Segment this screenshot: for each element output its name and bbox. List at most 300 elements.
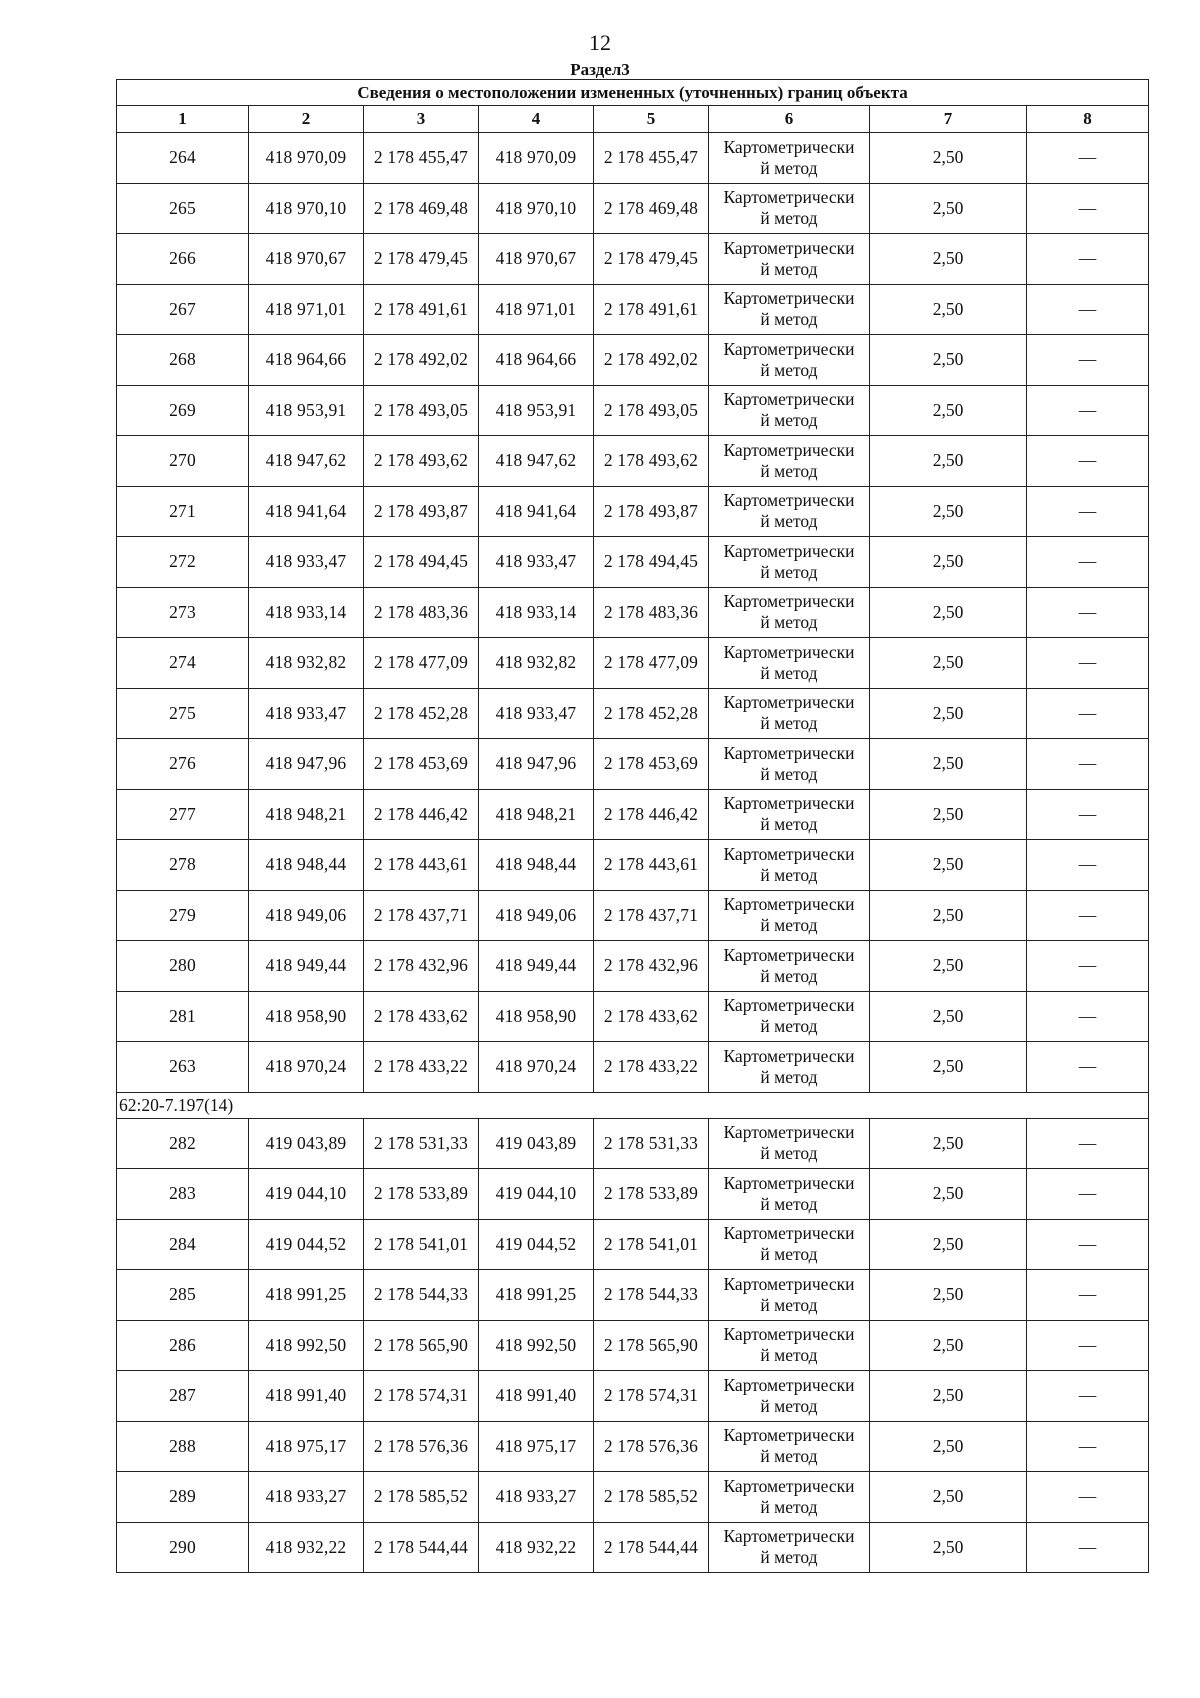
method-text-line2: й метод xyxy=(760,612,818,633)
point-number-cell: 263 xyxy=(117,1042,249,1093)
x-existing-cell: 418 933,47 xyxy=(249,688,364,739)
y-new-cell: 2 178 452,28 xyxy=(594,688,709,739)
method-text-line2: й метод xyxy=(760,1143,818,1164)
table-row xyxy=(117,183,1149,234)
method-cell xyxy=(709,739,870,790)
point-number-cell: 264 xyxy=(117,133,249,184)
method-text-line1: Картометрически xyxy=(723,591,855,612)
x-new-cell: 418 948,21 xyxy=(479,789,594,840)
column-header-4: 4 xyxy=(479,106,594,133)
method-text-line2: й метод xyxy=(760,258,818,279)
table-row xyxy=(117,789,1149,840)
method-text-line1: Картометрически xyxy=(723,944,855,965)
x-existing-cell: 419 043,89 xyxy=(249,1118,364,1169)
y-existing-cell: 2 178 491,61 xyxy=(364,284,479,335)
method-text-line2: й метод xyxy=(760,208,818,229)
table-row xyxy=(117,385,1149,436)
x-new-cell: 418 970,24 xyxy=(479,1042,594,1093)
description-cell: — xyxy=(1027,1042,1149,1093)
x-existing-cell: 418 958,90 xyxy=(249,991,364,1042)
x-existing-cell: 418 947,62 xyxy=(249,436,364,487)
x-existing-cell: 418 948,44 xyxy=(249,840,364,891)
accuracy-cell: 2,50 xyxy=(870,183,1027,234)
y-new-cell: 2 178 433,22 xyxy=(594,1042,709,1093)
accuracy-cell: 2,50 xyxy=(870,1522,1027,1573)
method-text-line1: Картометрически xyxy=(723,187,855,208)
table-row xyxy=(117,436,1149,487)
x-existing-cell: 418 992,50 xyxy=(249,1320,364,1371)
method-text-line2: й метод xyxy=(760,410,818,431)
boundary-coordinates-table xyxy=(116,79,1149,1573)
y-existing-cell: 2 178 585,52 xyxy=(364,1472,479,1523)
description-cell: — xyxy=(1027,840,1149,891)
x-existing-cell: 418 949,44 xyxy=(249,941,364,992)
method-cell xyxy=(709,789,870,840)
method-cell xyxy=(709,1219,870,1270)
point-number-cell: 278 xyxy=(117,840,249,891)
accuracy-cell: 2,50 xyxy=(870,1472,1027,1523)
y-new-cell: 2 178 453,69 xyxy=(594,739,709,790)
description-cell: — xyxy=(1027,638,1149,689)
description-cell: — xyxy=(1027,133,1149,184)
accuracy-cell: 2,50 xyxy=(870,1421,1027,1472)
group-label-row xyxy=(117,1092,1149,1118)
y-existing-cell: 2 178 443,61 xyxy=(364,840,479,891)
table-row xyxy=(117,234,1149,285)
y-existing-cell: 2 178 531,33 xyxy=(364,1118,479,1169)
table-row xyxy=(117,486,1149,537)
column-number-row xyxy=(117,106,1149,133)
x-new-cell: 418 932,22 xyxy=(479,1522,594,1573)
page-number: 12 xyxy=(589,30,611,55)
accuracy-cell: 2,50 xyxy=(870,133,1027,184)
table-row xyxy=(117,1042,1149,1093)
method-text-line1: Картометрически xyxy=(723,1526,855,1547)
accuracy-cell: 2,50 xyxy=(870,890,1027,941)
y-existing-cell: 2 178 576,36 xyxy=(364,1421,479,1472)
method-text-line1: Картометрически xyxy=(723,389,855,410)
y-existing-cell: 2 178 544,44 xyxy=(364,1522,479,1573)
table-row xyxy=(117,1270,1149,1321)
y-existing-cell: 2 178 469,48 xyxy=(364,183,479,234)
y-new-cell: 2 178 533,89 xyxy=(594,1169,709,1220)
x-existing-cell: 419 044,10 xyxy=(249,1169,364,1220)
point-number-cell: 290 xyxy=(117,1522,249,1573)
method-text-line2: й метод xyxy=(760,511,818,532)
point-number-cell: 272 xyxy=(117,537,249,588)
accuracy-cell: 2,50 xyxy=(870,385,1027,436)
table-row xyxy=(117,587,1149,638)
description-cell: — xyxy=(1027,941,1149,992)
description-cell: — xyxy=(1027,436,1149,487)
x-existing-cell: 418 933,47 xyxy=(249,537,364,588)
method-text-line2: й метод xyxy=(760,1395,818,1416)
y-existing-cell: 2 178 446,42 xyxy=(364,789,479,840)
x-new-cell: 419 044,10 xyxy=(479,1169,594,1220)
description-cell: — xyxy=(1027,1421,1149,1472)
y-new-cell: 2 178 477,09 xyxy=(594,638,709,689)
column-header-5: 5 xyxy=(594,106,709,133)
point-number-cell: 266 xyxy=(117,234,249,285)
x-existing-cell: 418 970,09 xyxy=(249,133,364,184)
x-new-cell: 418 991,25 xyxy=(479,1270,594,1321)
method-text-line2: й метод xyxy=(760,763,818,784)
method-text-line2: й метод xyxy=(760,1016,818,1037)
method-text-line1: Картометрически xyxy=(723,136,855,157)
description-cell: — xyxy=(1027,183,1149,234)
y-existing-cell: 2 178 452,28 xyxy=(364,688,479,739)
y-new-cell: 2 178 483,36 xyxy=(594,587,709,638)
method-cell xyxy=(709,385,870,436)
table-head xyxy=(117,80,1149,133)
x-new-cell: 418 970,10 xyxy=(479,183,594,234)
point-number-cell: 269 xyxy=(117,385,249,436)
y-existing-cell: 2 178 433,62 xyxy=(364,991,479,1042)
description-cell: — xyxy=(1027,1118,1149,1169)
method-text-line1: Картометрически xyxy=(723,439,855,460)
x-new-cell: 418 958,90 xyxy=(479,991,594,1042)
method-cell xyxy=(709,436,870,487)
method-text-line1: Картометрически xyxy=(723,742,855,763)
table-row xyxy=(117,284,1149,335)
y-new-cell: 2 178 437,71 xyxy=(594,890,709,941)
accuracy-cell: 2,50 xyxy=(870,234,1027,285)
description-cell: — xyxy=(1027,1270,1149,1321)
point-number-cell: 284 xyxy=(117,1219,249,1270)
method-text-line1: Картометрически xyxy=(723,1475,855,1496)
table-row xyxy=(117,1118,1149,1169)
accuracy-cell: 2,50 xyxy=(870,1270,1027,1321)
table-row xyxy=(117,638,1149,689)
method-text-line2: й метод xyxy=(760,359,818,380)
description-cell: — xyxy=(1027,486,1149,537)
y-existing-cell: 2 178 483,36 xyxy=(364,587,479,638)
description-cell: — xyxy=(1027,1320,1149,1371)
x-new-cell: 418 970,67 xyxy=(479,234,594,285)
point-number-cell: 285 xyxy=(117,1270,249,1321)
point-number-cell: 286 xyxy=(117,1320,249,1371)
x-new-cell: 418 933,14 xyxy=(479,587,594,638)
y-existing-cell: 2 178 565,90 xyxy=(364,1320,479,1371)
point-number-cell: 288 xyxy=(117,1421,249,1472)
x-new-cell: 418 948,44 xyxy=(479,840,594,891)
x-existing-cell: 418 971,01 xyxy=(249,284,364,335)
x-new-cell: 418 991,40 xyxy=(479,1371,594,1422)
accuracy-cell: 2,50 xyxy=(870,991,1027,1042)
description-cell: — xyxy=(1027,739,1149,790)
y-existing-cell: 2 178 492,02 xyxy=(364,335,479,386)
y-new-cell: 2 178 541,01 xyxy=(594,1219,709,1270)
method-cell xyxy=(709,1371,870,1422)
method-text-line1: Картометрически xyxy=(723,894,855,915)
y-new-cell: 2 178 491,61 xyxy=(594,284,709,335)
group-label: 62:20-7.197(14) xyxy=(117,1092,1149,1118)
x-existing-cell: 418 947,96 xyxy=(249,739,364,790)
method-cell xyxy=(709,1118,870,1169)
y-new-cell: 2 178 544,33 xyxy=(594,1270,709,1321)
x-new-cell: 418 933,47 xyxy=(479,537,594,588)
x-new-cell: 418 964,66 xyxy=(479,335,594,386)
point-number-cell: 282 xyxy=(117,1118,249,1169)
table-row xyxy=(117,1371,1149,1422)
description-cell: — xyxy=(1027,284,1149,335)
method-text-line1: Картометрически xyxy=(723,540,855,561)
column-header-3: 3 xyxy=(364,106,479,133)
method-text-line1: Картометрически xyxy=(723,843,855,864)
x-new-cell: 418 949,06 xyxy=(479,890,594,941)
accuracy-cell: 2,50 xyxy=(870,537,1027,588)
x-new-cell: 418 933,47 xyxy=(479,688,594,739)
description-cell: — xyxy=(1027,335,1149,386)
accuracy-cell: 2,50 xyxy=(870,840,1027,891)
y-new-cell: 2 178 494,45 xyxy=(594,537,709,588)
point-number-cell: 265 xyxy=(117,183,249,234)
description-cell: — xyxy=(1027,890,1149,941)
x-existing-cell: 418 933,27 xyxy=(249,1472,364,1523)
x-existing-cell: 418 949,06 xyxy=(249,890,364,941)
method-cell xyxy=(709,941,870,992)
method-cell xyxy=(709,840,870,891)
point-number-cell: 276 xyxy=(117,739,249,790)
method-text-line1: Картометрически xyxy=(723,1223,855,1244)
table-row xyxy=(117,1472,1149,1523)
accuracy-cell: 2,50 xyxy=(870,436,1027,487)
y-existing-cell: 2 178 493,05 xyxy=(364,385,479,436)
method-text-line1: Картометрически xyxy=(723,288,855,309)
method-cell xyxy=(709,335,870,386)
y-new-cell: 2 178 531,33 xyxy=(594,1118,709,1169)
method-text-line2: й метод xyxy=(760,561,818,582)
method-text-line2: й метод xyxy=(760,1193,818,1214)
method-text-line2: й метод xyxy=(760,1294,818,1315)
method-text-line2: й метод xyxy=(760,814,818,835)
y-existing-cell: 2 178 432,96 xyxy=(364,941,479,992)
point-number-cell: 289 xyxy=(117,1472,249,1523)
table-row xyxy=(117,840,1149,891)
y-existing-cell: 2 178 493,62 xyxy=(364,436,479,487)
point-number-cell: 277 xyxy=(117,789,249,840)
method-cell xyxy=(709,234,870,285)
method-text-line2: й метод xyxy=(760,157,818,178)
accuracy-cell: 2,50 xyxy=(870,638,1027,689)
column-header-1: 1 xyxy=(117,106,249,133)
column-header-2: 2 xyxy=(249,106,364,133)
x-existing-cell: 418 964,66 xyxy=(249,335,364,386)
accuracy-cell: 2,50 xyxy=(870,739,1027,790)
method-text-line2: й метод xyxy=(760,460,818,481)
column-header-8: 8 xyxy=(1027,106,1149,133)
accuracy-cell: 2,50 xyxy=(870,1169,1027,1220)
x-existing-cell: 418 948,21 xyxy=(249,789,364,840)
method-text-line1: Картометрически xyxy=(723,793,855,814)
point-number-cell: 273 xyxy=(117,587,249,638)
x-existing-cell: 418 975,17 xyxy=(249,1421,364,1472)
x-new-cell: 418 941,64 xyxy=(479,486,594,537)
table-row xyxy=(117,537,1149,588)
method-cell xyxy=(709,284,870,335)
x-new-cell: 418 971,01 xyxy=(479,284,594,335)
method-text-line2: й метод xyxy=(760,1244,818,1265)
y-existing-cell: 2 178 455,47 xyxy=(364,133,479,184)
table-row xyxy=(117,335,1149,386)
description-cell: — xyxy=(1027,1371,1149,1422)
accuracy-cell: 2,50 xyxy=(870,587,1027,638)
y-existing-cell: 2 178 494,45 xyxy=(364,537,479,588)
x-new-cell: 418 947,96 xyxy=(479,739,594,790)
method-cell xyxy=(709,638,870,689)
x-existing-cell: 418 933,14 xyxy=(249,587,364,638)
table-row xyxy=(117,739,1149,790)
table-caption: Сведения о местоположении измененных (уточненных) границ объекта xyxy=(117,80,1149,106)
point-number-cell: 287 xyxy=(117,1371,249,1422)
y-existing-cell: 2 178 453,69 xyxy=(364,739,479,790)
y-new-cell: 2 178 492,02 xyxy=(594,335,709,386)
table-row xyxy=(117,1421,1149,1472)
method-cell xyxy=(709,1421,870,1472)
table-caption-row xyxy=(117,80,1149,106)
method-text-line2: й метод xyxy=(760,1446,818,1467)
x-new-cell: 419 043,89 xyxy=(479,1118,594,1169)
y-new-cell: 2 178 574,31 xyxy=(594,1371,709,1422)
method-cell xyxy=(709,991,870,1042)
y-existing-cell: 2 178 437,71 xyxy=(364,890,479,941)
x-new-cell: 418 992,50 xyxy=(479,1320,594,1371)
point-number-cell: 270 xyxy=(117,436,249,487)
y-new-cell: 2 178 469,48 xyxy=(594,183,709,234)
accuracy-cell: 2,50 xyxy=(870,1371,1027,1422)
method-cell xyxy=(709,183,870,234)
method-cell xyxy=(709,688,870,739)
y-new-cell: 2 178 493,62 xyxy=(594,436,709,487)
table-row xyxy=(117,133,1149,184)
x-existing-cell: 418 970,67 xyxy=(249,234,364,285)
point-number-cell: 271 xyxy=(117,486,249,537)
method-cell xyxy=(709,1320,870,1371)
description-cell: — xyxy=(1027,1169,1149,1220)
accuracy-cell: 2,50 xyxy=(870,486,1027,537)
description-cell: — xyxy=(1027,1219,1149,1270)
y-new-cell: 2 178 576,36 xyxy=(594,1421,709,1472)
method-text-line2: й метод xyxy=(760,713,818,734)
table-row xyxy=(117,1169,1149,1220)
method-text-line1: Картометрически xyxy=(723,1122,855,1143)
method-text-line1: Картометрически xyxy=(723,490,855,511)
y-existing-cell: 2 178 541,01 xyxy=(364,1219,479,1270)
method-text-line1: Картометрически xyxy=(723,692,855,713)
y-existing-cell: 2 178 433,22 xyxy=(364,1042,479,1093)
method-text-line1: Картометрически xyxy=(723,1172,855,1193)
method-text-line1: Картометрически xyxy=(723,1374,855,1395)
accuracy-cell: 2,50 xyxy=(870,789,1027,840)
method-text-line2: й метод xyxy=(760,864,818,885)
section-title: Раздел3 xyxy=(570,60,630,79)
method-text-line2: й метод xyxy=(760,1345,818,1366)
point-number-cell: 281 xyxy=(117,991,249,1042)
table-row xyxy=(117,1522,1149,1573)
method-cell xyxy=(709,1522,870,1573)
x-new-cell: 418 953,91 xyxy=(479,385,594,436)
description-cell: — xyxy=(1027,385,1149,436)
point-number-cell: 275 xyxy=(117,688,249,739)
y-new-cell: 2 178 432,96 xyxy=(594,941,709,992)
y-new-cell: 2 178 585,52 xyxy=(594,1472,709,1523)
point-number-cell: 279 xyxy=(117,890,249,941)
x-existing-cell: 419 044,52 xyxy=(249,1219,364,1270)
method-text-line1: Картометрически xyxy=(723,237,855,258)
y-existing-cell: 2 178 574,31 xyxy=(364,1371,479,1422)
x-new-cell: 418 949,44 xyxy=(479,941,594,992)
accuracy-cell: 2,50 xyxy=(870,284,1027,335)
y-new-cell: 2 178 493,87 xyxy=(594,486,709,537)
description-cell: — xyxy=(1027,537,1149,588)
method-text-line1: Картометрически xyxy=(723,1425,855,1446)
description-cell: — xyxy=(1027,234,1149,285)
y-new-cell: 2 178 565,90 xyxy=(594,1320,709,1371)
accuracy-cell: 2,50 xyxy=(870,1219,1027,1270)
table-row xyxy=(117,991,1149,1042)
x-existing-cell: 418 932,82 xyxy=(249,638,364,689)
table-row xyxy=(117,890,1149,941)
method-cell xyxy=(709,1270,870,1321)
accuracy-cell: 2,50 xyxy=(870,1320,1027,1371)
description-cell: — xyxy=(1027,1522,1149,1573)
method-text-line2: й метод xyxy=(760,1547,818,1568)
method-text-line2: й метод xyxy=(760,1066,818,1087)
method-cell xyxy=(709,1042,870,1093)
description-cell: — xyxy=(1027,1472,1149,1523)
x-existing-cell: 418 991,25 xyxy=(249,1270,364,1321)
x-existing-cell: 418 953,91 xyxy=(249,385,364,436)
method-text-line2: й метод xyxy=(760,1496,818,1517)
accuracy-cell: 2,50 xyxy=(870,941,1027,992)
method-cell xyxy=(709,133,870,184)
x-new-cell: 418 947,62 xyxy=(479,436,594,487)
method-text-line1: Картометрически xyxy=(723,1273,855,1294)
x-new-cell: 418 975,17 xyxy=(479,1421,594,1472)
x-existing-cell: 418 932,22 xyxy=(249,1522,364,1573)
column-header-7: 7 xyxy=(870,106,1027,133)
x-new-cell: 418 933,27 xyxy=(479,1472,594,1523)
method-cell xyxy=(709,537,870,588)
method-cell xyxy=(709,1472,870,1523)
table-row xyxy=(117,1219,1149,1270)
y-existing-cell: 2 178 544,33 xyxy=(364,1270,479,1321)
accuracy-cell: 2,50 xyxy=(870,1042,1027,1093)
point-number-cell: 268 xyxy=(117,335,249,386)
y-new-cell: 2 178 446,42 xyxy=(594,789,709,840)
x-existing-cell: 418 970,10 xyxy=(249,183,364,234)
description-cell: — xyxy=(1027,789,1149,840)
description-cell: — xyxy=(1027,587,1149,638)
y-existing-cell: 2 178 493,87 xyxy=(364,486,479,537)
method-text-line1: Картометрически xyxy=(723,995,855,1016)
point-number-cell: 280 xyxy=(117,941,249,992)
table-row xyxy=(117,688,1149,739)
table-row xyxy=(117,941,1149,992)
y-existing-cell: 2 178 477,09 xyxy=(364,638,479,689)
method-text-line2: й метод xyxy=(760,662,818,683)
table-row xyxy=(117,1320,1149,1371)
x-existing-cell: 418 970,24 xyxy=(249,1042,364,1093)
method-text-line1: Картометрически xyxy=(723,338,855,359)
y-new-cell: 2 178 479,45 xyxy=(594,234,709,285)
method-cell xyxy=(709,486,870,537)
y-new-cell: 2 178 544,44 xyxy=(594,1522,709,1573)
point-number-cell: 274 xyxy=(117,638,249,689)
method-cell xyxy=(709,587,870,638)
description-cell: — xyxy=(1027,991,1149,1042)
method-text-line2: й метод xyxy=(760,915,818,936)
